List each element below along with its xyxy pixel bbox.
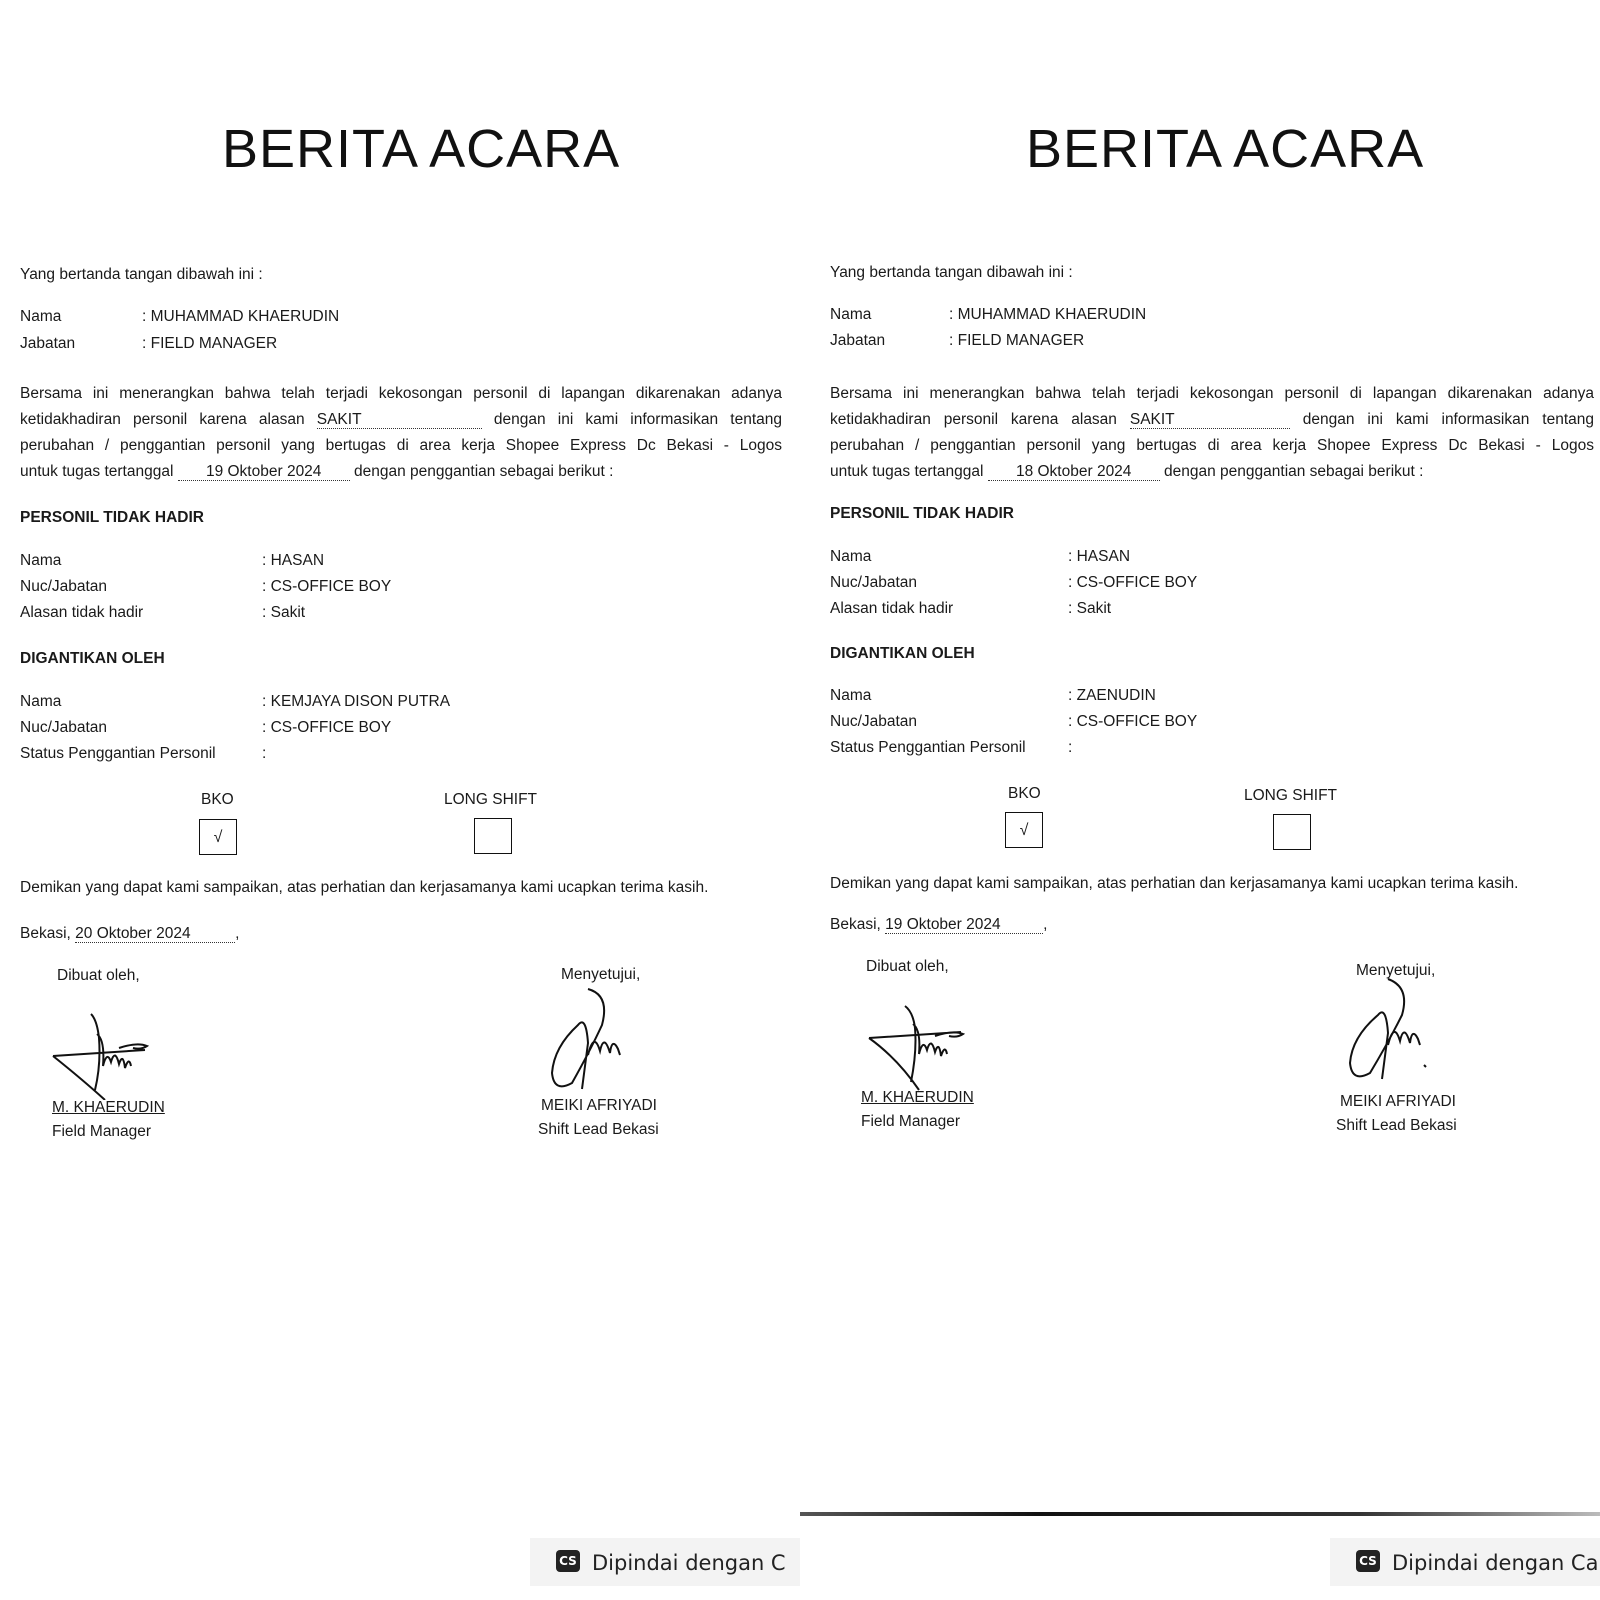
signer-jabatan-label: Jabatan: [830, 332, 886, 349]
statement-line-4: [830, 459, 1594, 485]
long-shift-checkbox[interactable]: [474, 818, 512, 854]
absent-nuc-value: : CS-OFFICE BOY: [1068, 574, 1198, 591]
approved-by-name: MEIKI AFRIYADI: [541, 1097, 657, 1114]
statement-line-4b: dengan penggantian sebagai berikut :: [1164, 463, 1424, 480]
approved-by-role: Shift Lead Bekasi: [538, 1121, 659, 1138]
replacement-status-label: Status Penggantian Personil: [20, 745, 216, 762]
signature-khaerudin: [865, 1002, 975, 1092]
statement-line-2b: dengan ini kami informasikan tentang: [1302, 411, 1594, 428]
sign-date: 20 Oktober 2024: [75, 925, 235, 943]
made-by-name: M. KHAERUDIN: [52, 1099, 165, 1116]
statement-line-2a: ketidakhadiran personil karena alasan: [20, 411, 305, 428]
bko-checkbox[interactable]: √: [199, 819, 237, 855]
replacement-nama-label: Nama: [830, 687, 872, 704]
statement-line-4: [20, 459, 782, 485]
signature-khaerudin: [45, 1010, 155, 1100]
scan-edge-line: [800, 1512, 1600, 1516]
made-by-label: Dibuat oleh,: [866, 958, 949, 975]
made-by-role: Field Manager: [861, 1113, 961, 1130]
made-by-name: M. KHAERUDIN: [861, 1089, 974, 1106]
bko-checkbox[interactable]: √: [1005, 812, 1043, 848]
date-blank: 18 Oktober 2024: [988, 463, 1160, 481]
document-right: [800, 0, 1600, 1600]
intro-text: Yang bertanda tangan dibawah ini :: [830, 264, 1073, 281]
place-date: [830, 916, 1047, 934]
absent-alasan-label: Alasan tidak hadir: [20, 604, 144, 621]
statement-line-3: perubahan / penggantian personil yang bertugas di area kerja Shopee Express Dc Bekasi - Logos: [20, 437, 782, 454]
place-label: Bekasi,: [20, 925, 71, 942]
approved-by-name: MEIKI AFRIYADI: [1340, 1093, 1456, 1110]
approved-by-label: Menyetujui,: [561, 966, 641, 983]
replacement-nuc-label: Nuc/Jabatan: [830, 713, 918, 730]
statement-line-2b: dengan ini kami informasikan tentang: [493, 411, 783, 428]
replacement-nuc-value: : CS-OFFICE BOY: [262, 719, 392, 736]
replacement-nuc-label: Nuc/Jabatan: [20, 719, 108, 736]
camscanner-logo-icon: CS: [556, 1550, 580, 1572]
replacement-status-label: Status Penggantian Personil: [830, 739, 1026, 756]
document-title: BERITA ACARA: [1026, 119, 1425, 179]
replacement-heading: DIGANTIKAN OLEH: [20, 650, 165, 667]
statement-line-4a: untuk tugas tertanggal: [20, 463, 174, 480]
statement-line-1: Bersama ini menerangkan bahwa telah terjadi kekosongan personil di lapangan dikarenakan adanya: [830, 385, 1594, 402]
place-label: Bekasi,: [830, 916, 881, 933]
absent-nama-value: : HASAN: [1068, 548, 1131, 565]
made-by-role: Field Manager: [52, 1123, 152, 1140]
statement-paragraph: [20, 381, 782, 485]
statement-line-2: [20, 407, 782, 433]
signature-afriyadi: [548, 985, 638, 1095]
absent-nama-label: Nama: [20, 552, 62, 569]
signature-afriyadi: [1344, 975, 1444, 1085]
absent-alasan-label: Alasan tidak hadir: [830, 600, 954, 617]
reason-blank: SAKIT: [1130, 411, 1290, 429]
absent-alasan-value: : Sakit: [1068, 600, 1112, 617]
place-date-suffix: ,: [235, 925, 240, 942]
made-by-label: Dibuat oleh,: [57, 967, 140, 984]
replacement-nuc-value: : CS-OFFICE BOY: [1068, 713, 1198, 730]
intro-text: Yang bertanda tangan dibawah ini :: [20, 266, 263, 283]
signer-nama-value: : MUHAMMAD KHAERUDIN: [949, 306, 1147, 323]
replacement-status-value: :: [262, 745, 267, 762]
long-shift-checkbox[interactable]: [1273, 814, 1311, 850]
scanner-watermark: [1330, 1538, 1600, 1586]
approved-by-role: Shift Lead Bekasi: [1336, 1117, 1457, 1134]
absent-nama-value: : HASAN: [262, 552, 325, 569]
absent-heading: PERSONIL TIDAK HADIR: [20, 509, 205, 526]
signer-jabatan-value: : FIELD MANAGER: [949, 332, 1085, 349]
scanner-watermark-text: Dipindai dengan C: [592, 1551, 786, 1575]
bko-label: BKO: [201, 791, 234, 808]
replacement-heading: DIGANTIKAN OLEH: [830, 645, 975, 662]
replacement-status-value: :: [1068, 739, 1073, 756]
signer-nama-label: Nama: [20, 308, 62, 325]
approved-by-label: Menyetujui,: [1356, 962, 1436, 979]
statement-line-1: Bersama ini menerangkan bahwa telah terjadi kekosongan personil di lapangan dikarenakan adanya: [20, 385, 782, 402]
statement-line-2a: ketidakhadiran personil karena alasan: [830, 411, 1117, 428]
statement-line-4b: dengan penggantian sebagai berikut :: [354, 463, 614, 480]
signer-jabatan-label: Jabatan: [20, 335, 76, 352]
long-shift-label: LONG SHIFT: [444, 791, 538, 808]
bko-label: BKO: [1008, 785, 1041, 802]
signer-jabatan-value: : FIELD MANAGER: [142, 335, 278, 352]
replacement-nama-label: Nama: [20, 693, 62, 710]
camscanner-logo-icon: CS: [1356, 1550, 1380, 1572]
document-title: BERITA ACARA: [222, 119, 621, 179]
absent-nuc-label: Nuc/Jabatan: [20, 578, 108, 595]
absent-nama-label: Nama: [830, 548, 872, 565]
absent-nuc-value: : CS-OFFICE BOY: [262, 578, 392, 595]
statement-line-3: perubahan / penggantian personil yang bertugas di area kerja Shopee Express Dc Bekasi - Logos: [830, 437, 1594, 454]
statement-line-2: [830, 407, 1594, 433]
closing-text: Demikan yang dapat kami sampaikan, atas perhatian dan kerjasamanya kami ucapkan terima kasih.: [830, 875, 1519, 892]
signer-nama-value: : MUHAMMAD KHAERUDIN: [142, 308, 340, 325]
statement-line-4a: untuk tugas tertanggal: [830, 463, 984, 480]
place-date-suffix: ,: [1043, 916, 1048, 933]
scanner-watermark-text: Dipindai dengan Ca: [1392, 1551, 1599, 1575]
replacement-nama-value: : ZAENUDIN: [1068, 687, 1156, 704]
absent-alasan-value: : Sakit: [262, 604, 306, 621]
date-blank: 19 Oktober 2024: [178, 463, 350, 481]
signer-nama-label: Nama: [830, 306, 872, 323]
absent-heading: PERSONIL TIDAK HADIR: [830, 505, 1015, 522]
reason-blank: SAKIT: [317, 411, 482, 429]
closing-text: Demikan yang dapat kami sampaikan, atas perhatian dan kerjasamanya kami ucapkan terima kasih.: [20, 879, 709, 896]
sign-date: 19 Oktober 2024: [885, 916, 1043, 934]
scanner-watermark: [530, 1538, 800, 1586]
statement-paragraph: [830, 381, 1594, 485]
absent-nuc-label: Nuc/Jabatan: [830, 574, 918, 591]
place-date: [20, 925, 239, 943]
replacement-nama-value: : KEMJAYA DISON PUTRA: [262, 693, 451, 710]
long-shift-label: LONG SHIFT: [1244, 787, 1338, 804]
